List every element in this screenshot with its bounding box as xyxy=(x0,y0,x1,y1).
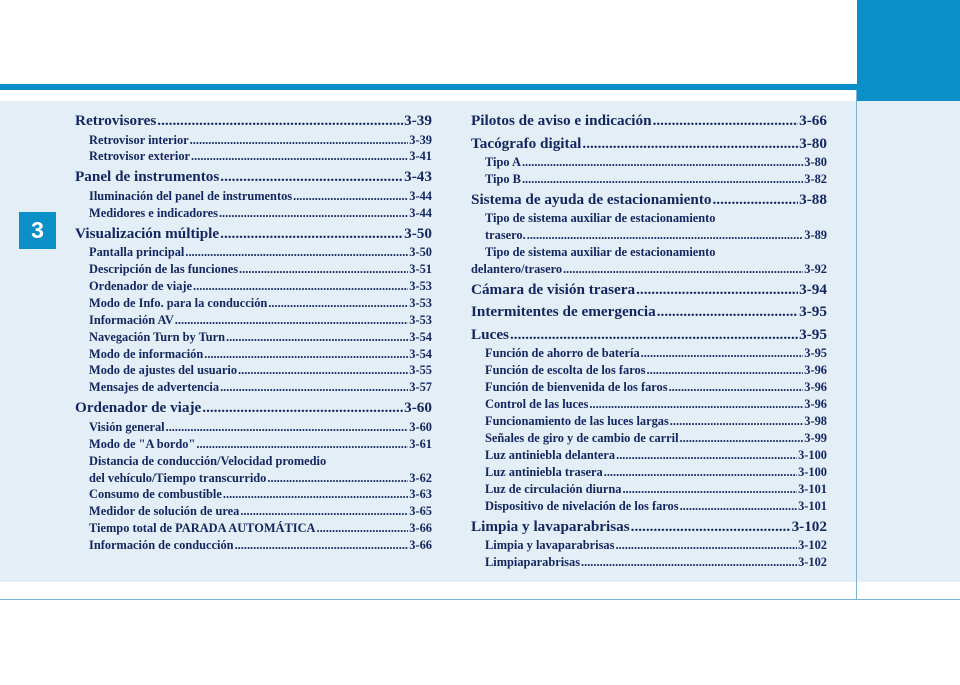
toc-dot-leader xyxy=(641,345,804,362)
toc-entry-title: Funcionamiento de las luces largas xyxy=(485,414,669,429)
toc-entry-title: Tiempo total de PARADA AUTOMÁTICA xyxy=(89,521,316,536)
toc-dot-leader xyxy=(204,346,408,363)
toc-entry-title: Luz antiniebla trasera xyxy=(485,464,603,479)
toc-page-number: 3-95 xyxy=(799,325,827,343)
toc-subsection-ordenador-de-viaje[interactable] xyxy=(75,278,432,295)
toc-dot-leader xyxy=(219,205,408,222)
toc-entry-title: Intermitentes de emergencia xyxy=(471,303,656,321)
toc-page-number: 3-60 xyxy=(404,399,432,417)
toc-section-tacografo-digital[interactable] xyxy=(471,134,827,155)
toc-page-number: 3-39 xyxy=(404,112,432,129)
toc-entry-title: Función de ahorro de batería xyxy=(485,346,640,361)
chapter-tab-block xyxy=(857,0,960,103)
toc-page-number: 3-80 xyxy=(804,155,827,169)
toc-section-limpia-y-lavaparabrisas[interactable] xyxy=(471,517,827,538)
toc-entry-title: Descripción de las funciones xyxy=(89,262,239,277)
toc-page-number: 3-57 xyxy=(409,380,432,395)
toc-dot-leader xyxy=(202,398,403,419)
toc-dot-leader xyxy=(166,419,409,436)
toc-page-number: 3-94 xyxy=(799,280,827,298)
toc-entry-continued-line: Tipo de sistema auxiliar de estacionamiento xyxy=(485,211,716,226)
toc-page-number: 3-82 xyxy=(804,171,827,186)
toc-dot-leader xyxy=(191,148,408,165)
toc-dot-leader xyxy=(193,278,408,295)
toc-dot-leader xyxy=(604,464,797,481)
toc-dot-leader xyxy=(589,396,803,413)
toc-page-number: 3-66 xyxy=(409,538,432,553)
toc-subsection-senales-de-giro-y-de-cambio-de-carril[interactable] xyxy=(471,430,827,447)
toc-entry-title: Pilotos de aviso e indicación xyxy=(471,112,652,129)
toc-subsection-consumo-de-combustible[interactable] xyxy=(75,486,432,503)
toc-entry-title: Panel de instrumentos xyxy=(75,168,220,186)
toc-entry-title: Retrovisor interior xyxy=(89,132,189,147)
chapter-number-badge: 3 xyxy=(19,212,56,249)
footer-rule xyxy=(0,599,960,600)
toc-dot-leader xyxy=(157,111,403,132)
toc-right-column xyxy=(471,111,827,571)
toc-subsection-pantalla-principal[interactable] xyxy=(75,244,432,261)
toc-entry-title: Función de escolta de los faros xyxy=(485,363,646,378)
toc-entry-title: Modo de información xyxy=(89,346,204,361)
toc-dot-leader xyxy=(636,280,798,301)
toc-dot-leader xyxy=(239,261,408,278)
toc-subsection-trasero[interactable] xyxy=(471,227,827,244)
toc-page-number: 3-101 xyxy=(798,481,827,496)
toc-dot-leader xyxy=(669,379,804,396)
toc-dot-leader xyxy=(647,362,804,379)
toc-dot-leader xyxy=(680,430,804,447)
toc-subsection-luz-antiniebla-trasera[interactable] xyxy=(471,464,827,481)
toc-entry-title: trasero. xyxy=(485,228,526,243)
toc-subsection-luz-antiniebla-delantera[interactable] xyxy=(471,447,827,464)
toc-dot-leader xyxy=(220,167,403,188)
toc-entry-title: Modo de "A bordo" xyxy=(89,436,196,451)
toc-dot-leader xyxy=(268,295,408,312)
toc-entry-title: Información AV xyxy=(89,312,174,327)
toc-page-number: 3-92 xyxy=(804,262,827,277)
toc-subsection-del-vehiculo-tiempo-transcurrido[interactable] xyxy=(75,470,432,487)
toc-dot-leader xyxy=(581,554,797,571)
toc-dot-leader xyxy=(235,537,409,554)
toc-entry-continued-line: Tipo de sistema auxiliar de estacionamiento xyxy=(485,245,716,260)
toc-page-number: 3-41 xyxy=(409,149,432,164)
toc-page-number: 3-98 xyxy=(804,414,827,429)
toc-subsection-funcion-de-bienvenida-de-los-faros[interactable] xyxy=(471,379,827,396)
toc-entry-title: Modo de Info. para la conducción xyxy=(89,295,268,310)
toc-subsection-mensajes-de-advertencia[interactable] xyxy=(75,379,432,396)
toc-dot-leader xyxy=(522,154,803,171)
toc-subsection-modo-de-a-bordo[interactable] xyxy=(75,436,432,453)
toc-subsection-funcionamiento-de-las-luces-largas[interactable] xyxy=(471,413,827,430)
toc-section-intermitentes-de-emergencia[interactable] xyxy=(471,302,827,323)
toc-page-number: 3-50 xyxy=(409,245,432,260)
toc-dot-leader xyxy=(190,132,409,149)
toc-subsection-navegacion-turn-by-turn[interactable] xyxy=(75,329,432,346)
margin-divider xyxy=(856,90,857,600)
header-rule xyxy=(0,84,960,90)
toc-page-number: 3-99 xyxy=(804,430,827,445)
toc-subsection-luz-de-circulacion-diurna[interactable] xyxy=(471,481,827,498)
toc-dot-leader xyxy=(220,224,403,245)
toc-page-number: 3-95 xyxy=(799,303,827,321)
toc-subsection-medidores-e-indicadores[interactable] xyxy=(75,205,432,222)
toc-dot-leader xyxy=(616,447,797,464)
toc-entry-title: Señales de giro y de cambio de carril xyxy=(485,430,679,445)
toc-page-number: 3-89 xyxy=(804,228,827,243)
toc-section-camara-de-vision-trasera[interactable] xyxy=(471,280,827,301)
toc-entry-title: Navegación Turn by Turn xyxy=(89,329,226,344)
toc-dot-leader xyxy=(238,362,408,379)
toc-entry-title: Mensajes de advertencia xyxy=(89,380,220,395)
toc-subsection-dispositivo-de-nivelacion-de-los-faros[interactable] xyxy=(471,498,827,515)
toc-entry-title: Medidor de solución de urea xyxy=(89,504,240,519)
toc-dot-leader xyxy=(680,498,798,515)
toc-page-number: 3-101 xyxy=(798,498,827,513)
toc-page-number: 3-43 xyxy=(404,168,432,186)
toc-page-number: 3-100 xyxy=(798,447,827,462)
toc-entry-title: Luz de circulación diurna xyxy=(485,481,622,496)
toc-page-number: 3-96 xyxy=(804,380,827,395)
toc-page-number: 3-44 xyxy=(409,188,432,203)
toc-dot-leader xyxy=(267,470,408,487)
toc-entry-title: Visualización múltiple xyxy=(75,224,220,242)
toc-dot-leader xyxy=(527,227,804,244)
toc-entry-title: Retrovisor exterior xyxy=(89,149,191,164)
toc-page-number: 3-96 xyxy=(804,397,827,412)
toc-subsection-tipo-a[interactable] xyxy=(471,154,827,171)
toc-subsection-delantero-trasero[interactable] xyxy=(471,261,827,278)
toc-subsection-informacion-av[interactable] xyxy=(75,312,432,329)
toc-subsection-funcion-de-escolta-de-los-faros[interactable] xyxy=(471,362,827,379)
toc-page-number: 3-65 xyxy=(409,504,432,519)
toc-entry-title: Limpia y lavaparabrisas xyxy=(485,538,615,552)
toc-entry-title: del vehículo/Tiempo transcurrido xyxy=(89,470,267,485)
toc-section-visualizacion-multiple[interactable] xyxy=(75,224,432,245)
toc-dot-leader xyxy=(220,379,408,396)
toc-dot-leader xyxy=(316,520,408,537)
toc-subsection-informacion-de-conduccion[interactable] xyxy=(75,537,432,554)
toc-subsection-control-de-las-luces[interactable] xyxy=(471,396,827,413)
toc-page-number: 3-54 xyxy=(409,329,432,344)
toc-page-number: 3-61 xyxy=(409,436,432,451)
toc-dot-leader xyxy=(622,481,797,498)
toc-entry-title: Luz antiniebla delantera xyxy=(485,447,616,462)
toc-page-number: 3-51 xyxy=(409,262,432,277)
toc-entry-title: Tipo A xyxy=(485,155,521,169)
toc-dot-leader xyxy=(582,134,798,155)
toc-entry-title: Modo de ajustes del usuario xyxy=(89,363,238,378)
toc-entry-title: Dispositivo de nivelación de los faros xyxy=(485,498,679,513)
toc-page-number: 3-53 xyxy=(409,278,432,293)
toc-page-number: 3-66 xyxy=(409,521,432,536)
toc-subsection-tiempo-total-de-parada-automatica[interactable] xyxy=(75,520,432,537)
toc-entry-title: Limpiaparabrisas xyxy=(485,554,581,569)
toc-page-number: 3-54 xyxy=(409,346,432,361)
toc-section-retrovisores[interactable] xyxy=(75,111,432,132)
toc-page-number: 3-62 xyxy=(409,470,432,485)
toc-page-number: 3-66 xyxy=(799,112,827,129)
toc-entry-title: Cámara de visión trasera xyxy=(471,280,636,298)
toc-dot-leader xyxy=(712,190,798,211)
toc-subsection-modo-de-ajustes-del-usuario[interactable] xyxy=(75,362,432,379)
toc-page-number: 3-39 xyxy=(409,132,432,147)
toc-dot-leader xyxy=(631,517,791,538)
toc-section-ordenador-de-viaje[interactable] xyxy=(75,398,432,419)
toc-dot-leader xyxy=(522,171,803,188)
toc-page-number: 3-102 xyxy=(791,517,827,535)
toc-page-number: 3-60 xyxy=(409,419,432,434)
toc-dot-leader xyxy=(175,312,408,329)
toc-dot-leader xyxy=(226,329,408,346)
toc-dot-leader xyxy=(657,302,798,323)
toc-entry-title: Iluminación del panel de instrumentos xyxy=(89,188,293,203)
toc-entry-title: Sistema de ayuda de estacionamiento xyxy=(471,190,712,208)
toc-entry-title: Retrovisores xyxy=(75,112,157,129)
toc-subsection-vision-general[interactable] xyxy=(75,419,432,436)
toc-entry-continued-line: Distancia de conducción/Velocidad promedio xyxy=(89,453,327,468)
toc-subsection-retrovisor-interior[interactable] xyxy=(75,132,432,149)
toc-subsection-modo-de-informacion[interactable] xyxy=(75,346,432,363)
toc-page-number: 3-88 xyxy=(799,190,827,208)
toc-section-luces[interactable] xyxy=(471,325,827,346)
toc-subsection-limpiaparabrisas[interactable] xyxy=(471,554,827,571)
toc-page-number: 3-96 xyxy=(804,363,827,378)
toc-entry-title: Ordenador de viaje xyxy=(75,399,202,417)
toc-entry-title: Tacógrafo digital xyxy=(471,134,582,152)
toc-page-number: 3-55 xyxy=(409,363,432,378)
toc-entry-title: Tipo B xyxy=(485,171,521,186)
toc-subsection-tipo-b[interactable] xyxy=(471,171,827,188)
toc-dot-leader xyxy=(653,111,799,132)
toc-entry-title: Información de conducción xyxy=(89,538,234,553)
toc-dot-leader xyxy=(185,244,408,261)
toc-page-number: 3-53 xyxy=(409,295,432,310)
toc-dot-leader xyxy=(293,188,408,205)
toc-subsection-descripcion-de-las-funciones[interactable] xyxy=(75,261,432,278)
toc-entry-title: Control de las luces xyxy=(485,397,589,412)
toc-entry-title: Luces xyxy=(471,325,509,343)
toc-dot-leader xyxy=(223,486,408,503)
toc-dot-leader xyxy=(563,261,803,278)
toc-section-sistema-de-ayuda-de-estacionamiento[interactable] xyxy=(471,190,827,211)
toc-entry-title: Pantalla principal xyxy=(89,245,185,260)
toc-subsection-funcion-de-ahorro-de-bateria[interactable] xyxy=(471,345,827,362)
toc-entry-title: delantero/trasero xyxy=(471,262,563,277)
toc-page-number: 3-50 xyxy=(404,224,432,242)
toc-subsection-medidor-de-solucion-de-urea[interactable] xyxy=(75,503,432,520)
toc-dot-leader xyxy=(510,325,798,346)
toc-page-number: 3-100 xyxy=(798,464,827,479)
toc-section-panel-de-instrumentos[interactable] xyxy=(75,167,432,188)
toc-page-number: 3-53 xyxy=(409,312,432,327)
toc-dot-leader xyxy=(670,413,803,430)
toc-subsection-limpia-y-lavaparabrisas[interactable] xyxy=(471,537,827,554)
toc-page-number: 3-95 xyxy=(804,346,827,361)
toc-left-column xyxy=(75,111,432,554)
toc-entry-title: Consumo de combustible xyxy=(89,487,222,502)
toc-entry-title: Ordenador de viaje xyxy=(89,278,193,293)
toc-entry-title: Función de bienvenida de los faros xyxy=(485,380,668,395)
toc-dot-leader xyxy=(240,503,408,520)
toc-section-pilotos-de-aviso-e-indicacion[interactable] xyxy=(471,111,827,132)
toc-entry-title: Medidores e indicadores xyxy=(89,205,218,220)
toc-entry-title: Visión general xyxy=(89,419,165,434)
toc-subsection-modo-de-info-para-la-conduccion[interactable] xyxy=(75,295,432,312)
toc-dot-leader xyxy=(615,537,797,554)
toc-page-number: 3-63 xyxy=(409,487,432,502)
toc-dot-leader xyxy=(196,436,408,453)
toc-entry-title: Limpia y lavaparabrisas xyxy=(471,517,630,535)
toc-page-number: 3-102 xyxy=(798,554,827,569)
toc-subsection-retrovisor-exterior[interactable] xyxy=(75,148,432,165)
toc-page-number: 3-102 xyxy=(798,538,827,552)
toc-subsection-iluminacion-del-panel-de-instrumentos[interactable] xyxy=(75,188,432,205)
toc-page-number: 3-80 xyxy=(799,134,827,152)
toc-page-number: 3-44 xyxy=(409,205,432,220)
